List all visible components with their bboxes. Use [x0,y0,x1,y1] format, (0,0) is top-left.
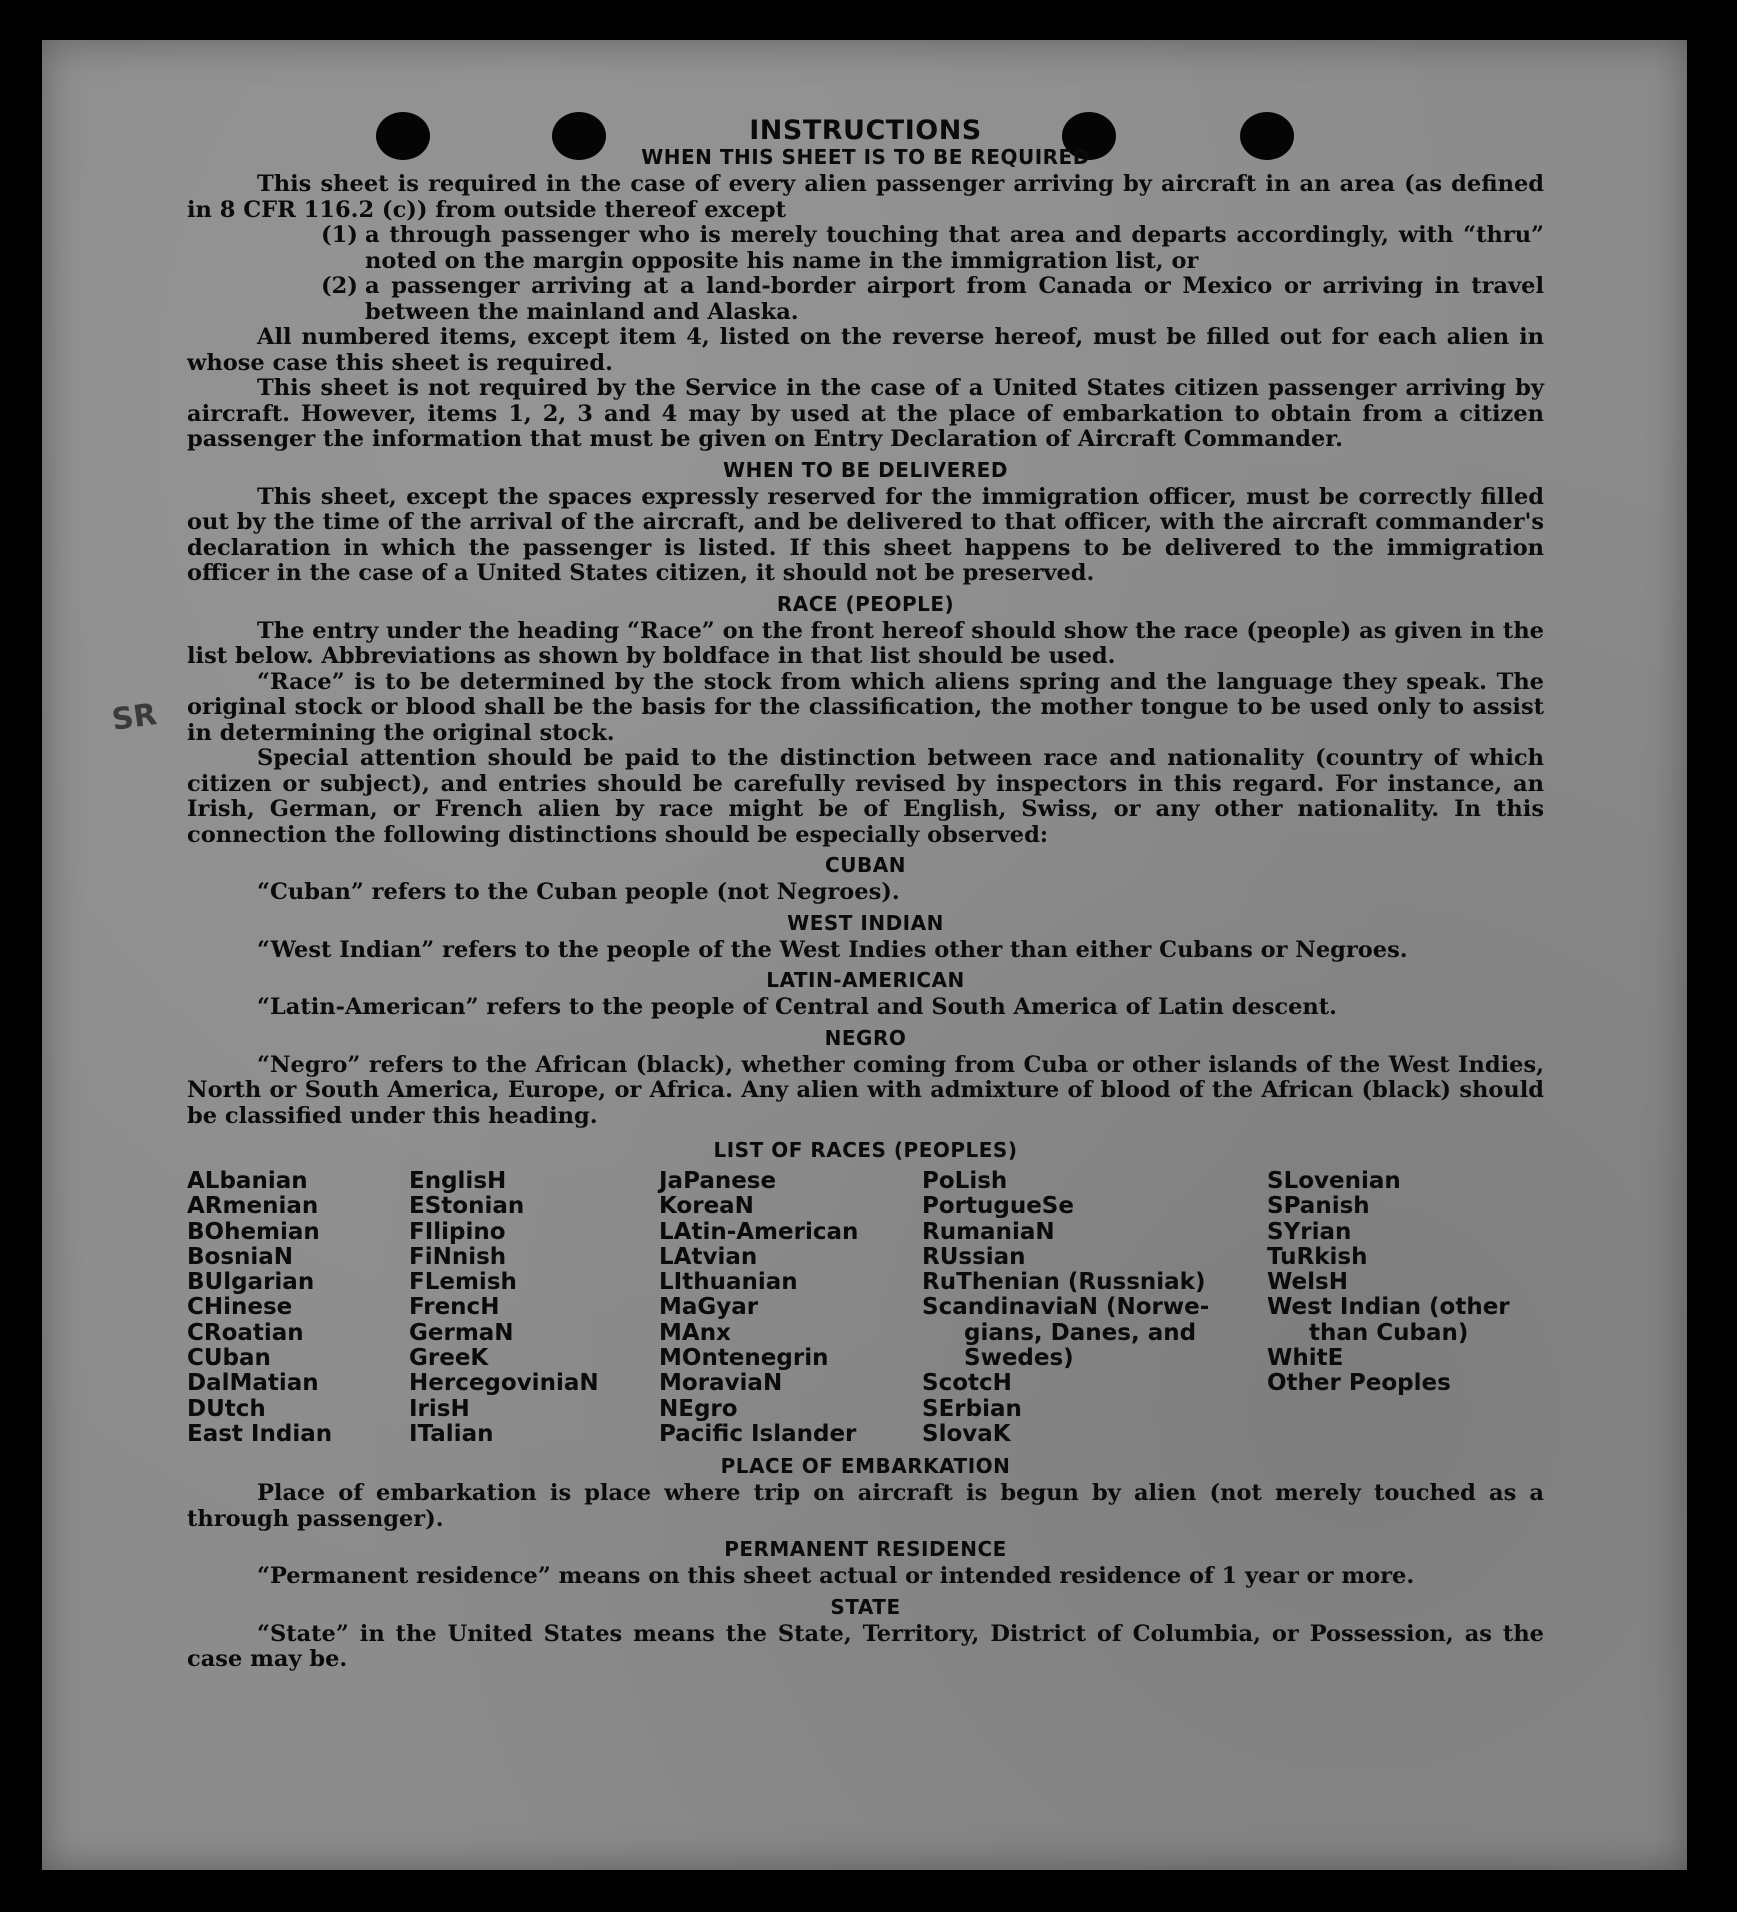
race-entry: EStonian [409,1193,525,1220]
exception-item-1 [321,223,1544,274]
required-para-2: All numbered items, except item 4, listed on the reverse hereof, must be filled out for each alien in whose case this sheet is required. [187,324,1544,376]
race-entry: PortugueSe [922,1193,1074,1220]
residence-text: “Permanent residence” means on this sheet actual or intended residence of 1 year or more. [257,1563,1415,1590]
item-number: (2) [321,273,358,299]
race-entry: NEgro [659,1395,738,1422]
race-entry: FLemish [409,1269,517,1296]
race-entry: RumaniaN [922,1218,1055,1245]
race-entry: RuThenian (Russniak) [922,1269,1206,1296]
cuban-text: “Cuban” refers to the Cuban people (not Negroes). [257,879,900,905]
section-heading-west-indian: WEST INDIAN [787,910,944,935]
race-entry: ALbanian [187,1168,308,1194]
race-entry: SYrian [1267,1218,1352,1245]
race-entry: SLovenian [1267,1168,1401,1194]
race-entry: ScandinaviaN (Norwe- [922,1294,1210,1321]
section-heading-required: WHEN THIS SHEET IS TO BE REQUIRED [641,145,1090,169]
section-heading-races-list: LIST OF RACES (PEOPLES) [713,1138,1018,1162]
race-entry: FiNnish [409,1243,507,1270]
races-table [187,1169,1544,1447]
race-entry: FIlipino [409,1218,506,1245]
race-entry: West Indian (other [1267,1294,1510,1321]
section-heading-latin-american: LATIN-AMERICAN [766,968,965,992]
race-entry-continued [922,1321,1267,1346]
races-column-4 [922,1169,1267,1447]
race-entry-continued-text: gians, Danes, and [964,1319,1197,1346]
required-para-3: This sheet is not required by the Service in the case of a United States citizen passenger arriving by aircraft. However, items 1, 2, 3 and 4 may by used at the place of embarkation to obtain from a citizen passenger the information that must be given on Entry Declaration of Aircraft Commander. [187,375,1544,452]
item-number: (1) [321,222,358,248]
race-entry: FrencH [409,1294,500,1321]
section-heading-cuban: CUBAN [825,853,906,877]
races-column-3 [659,1169,922,1447]
instructions-body [187,115,1544,1673]
race-entry: JaPanese [659,1168,777,1194]
race-entry: MOntenegrin [659,1345,829,1372]
race-entry: Other Peoples [1267,1370,1451,1397]
race-entry: RUssian [922,1243,1026,1270]
race-entry: ITalian [409,1420,494,1447]
race-entry: BUlgarian [187,1269,315,1296]
race-para-3: Special attention should be paid to the distinction between race and nationality (country of which citizen or subject), and entries should be carefully revised by inspectors in this regard. For instance, an Irish, German, or French alien by race might be of English, Swiss, or any other nationality. In this connection the following distinctions should be especially observed: [187,745,1544,848]
section-heading-residence: PERMANENT RESIDENCE [724,1537,1007,1562]
race-entry: SErbian [922,1395,1022,1422]
race-entry: MAnx [659,1319,731,1346]
race-entry: WhitE [1267,1345,1344,1372]
race-entry: MaGyar [659,1294,759,1321]
section-heading-negro: NEGRO [824,1025,907,1050]
required-intro: This sheet is required in the case of every alien passenger arriving by aircraft in an area (as defined in 8 CFR 116.2 (c)) from outside thereof except [187,171,1544,223]
race-entry: BOhemian [187,1218,320,1245]
race-entry: DUtch [187,1395,266,1422]
race-entry: WelsH [1267,1269,1348,1296]
margin-mark: SR [109,697,159,738]
embarkation-text: Place of embarkation is place where trip on aircraft is begun by alien (not merely touched as a through passenger). [187,1480,1544,1532]
race-para-2: “Race” is to be determined by the stock from which aliens spring and the language they speak. The original stock or blood shall be the basis for the classification, the mother tongue to be used only to assist in determining the original stock. [187,668,1544,746]
west-indian-text: “West Indian” refers to the people of the West Indies other than either Cubans or Negroes. [257,936,1408,963]
latin-american-text: “Latin-American” refers to the people of Central and South America of Latin descent. [257,994,1337,1020]
section-heading-race: RACE (PEOPLE) [776,591,955,616]
section-heading-embarkation: PLACE OF EMBARKATION [720,1454,1011,1479]
race-entry: PoLish [922,1168,1008,1194]
race-entry: EnglisH [409,1168,507,1194]
race-entry: DalMatian [187,1370,319,1397]
state-text: “State” in the United States means the State, Territory, District of Columbia, or Possession, as the case may be. [187,1620,1544,1673]
delivered-text: This sheet, except the spaces expressly reserved for the immigration officer, must be correctly filled out by the time of the arrival of the aircraft, and be delivered to that officer, with the aircraft commander's declaration in which the passenger is listed. If this sheet happens to be delivered to the immigration officer in the case of a United States citizen, it should not be preserved. [187,483,1544,586]
races-column-1 [187,1169,409,1447]
races-column-2 [409,1169,659,1447]
race-entry: ARmenian [187,1193,319,1220]
exception-item-2 [321,274,1544,325]
race-entry: Pacific Islander [659,1420,857,1447]
race-entry: HercegoviniaN [409,1370,599,1397]
race-entry: East Indian [187,1420,333,1447]
race-entry: GreeK [409,1345,489,1372]
race-entry: TuRkish [1267,1243,1368,1270]
race-entry: ScotcH [922,1370,1012,1397]
race-entry: LAtin-American [659,1218,859,1245]
negro-text: “Negro” refers to the African (black), whether coming from Cuba or other islands of the West Indies, North or South America, Europe, or Africa. Any alien with admixture of blood of the African (black) should be classified under this heading. [187,1051,1544,1129]
races-column-5 [1267,1169,1544,1447]
race-entry: CUban [187,1345,271,1372]
race-para-1: The entry under the heading “Race” on the front hereof should show the race (people) as given in the list below. Abbreviations as shown by boldface in that list should be used. [187,617,1544,669]
race-entry-continued: Swedes) [964,1345,1074,1372]
race-entry: KoreaN [659,1193,754,1220]
race-entry: LIthuanian [659,1269,798,1296]
race-entry: IrisH [409,1395,470,1422]
race-entry-continued: than Cuban) [1309,1319,1469,1346]
item-text: a through passenger who is merely touching that area and departs accordingly, with “thru” noted on the margin opposite his name in the immigration list, or [365,222,1544,274]
item-text: a passenger arriving at a land-border airport from Canada or Mexico or arriving in travel between the mainland and Alaska. [365,273,1544,325]
race-entry: LAtvian [659,1243,758,1270]
section-heading-state: STATE [830,1594,901,1619]
race-entry: MoraviaN [659,1370,783,1397]
section-heading-delivered: WHEN TO BE DELIVERED [723,457,1008,482]
race-entry: CRoatian [187,1319,304,1346]
race-entry: BosniaN [187,1243,294,1270]
race-entry: GermaN [409,1319,514,1346]
page-title: INSTRUCTIONS [749,115,982,146]
race-entry: SPanish [1267,1193,1370,1220]
race-entry: CHinese [187,1294,293,1321]
race-entry: SlovaK [922,1420,1011,1447]
